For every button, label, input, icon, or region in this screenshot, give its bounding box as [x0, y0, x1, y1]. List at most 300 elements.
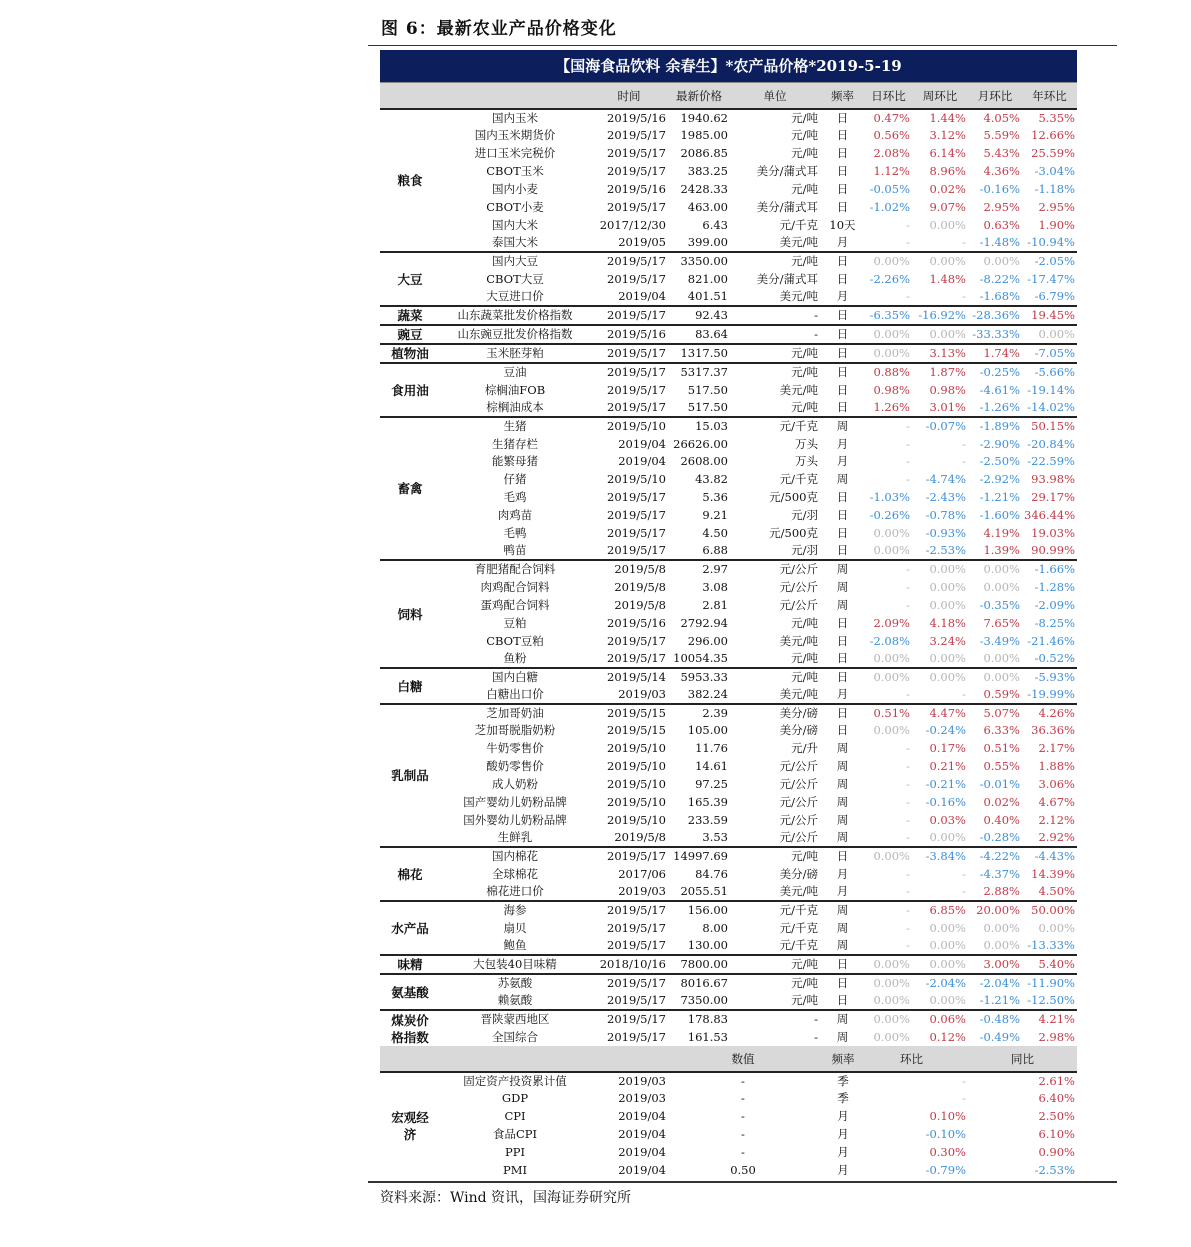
macro-column-header: 频率: [788, 1046, 898, 1072]
indicator-name: GDP: [501, 1091, 529, 1106]
value: -: [741, 1091, 745, 1106]
date: 2019/5/16: [607, 615, 666, 630]
daily-change: -: [865, 417, 912, 435]
unit: 元/公斤: [779, 795, 818, 810]
category-label: 粮食: [397, 173, 423, 189]
item-name: 进口玉米完税价: [474, 146, 556, 161]
table-row: [380, 163, 1077, 181]
date: 2019/5/17: [590, 974, 668, 992]
item-name: CBOT豆粕: [486, 633, 544, 648]
weekly-change: 3.01%: [929, 400, 966, 415]
frequency: 日: [820, 344, 865, 363]
monthly-change: 0.00%: [968, 668, 1022, 686]
weekly-change: 0.17%: [929, 741, 966, 756]
value: -: [741, 1109, 745, 1124]
unit: 元/千克: [779, 217, 818, 232]
daily-change: -: [906, 235, 910, 250]
unit: 元/500克: [769, 526, 818, 541]
weekly-change: 3.13%: [912, 344, 968, 363]
macro-header-row: [380, 1046, 1077, 1072]
column-header: 最新价格: [668, 83, 730, 109]
yearly-change: -13.33%: [1027, 938, 1075, 953]
table-row: [380, 992, 1077, 1010]
frequency: 月: [836, 866, 849, 881]
daily-change: -: [906, 866, 910, 881]
daily-change: 0.56%: [873, 128, 910, 143]
frequency: 月: [837, 1109, 849, 1124]
latest-price: 2.97: [668, 560, 730, 578]
frequency: 周: [836, 795, 849, 810]
date: 2019/5/17: [607, 490, 666, 505]
yearly-change: 50.15%: [1022, 417, 1077, 435]
latest-price: 821.00: [687, 271, 728, 286]
frequency: 日: [836, 164, 849, 179]
category-label: 白糖: [397, 678, 423, 694]
table-row: [380, 650, 1077, 668]
unit: 元/公斤: [730, 560, 820, 578]
date: 2019/5/17: [607, 993, 666, 1008]
unit: -: [730, 1010, 820, 1028]
unit: 元/羽: [791, 508, 818, 523]
macro-row: [380, 1090, 1077, 1108]
frequency: 月: [836, 235, 849, 250]
date: 2019/5/8: [614, 597, 666, 612]
weekly-change: -0.07%: [912, 417, 968, 435]
monthly-change: 0.55%: [983, 759, 1020, 774]
monthly-change: 4.36%: [983, 164, 1020, 179]
date: 2017/06: [618, 866, 666, 881]
weekly-change: 0.00%: [929, 830, 966, 845]
unit: 美元/吨: [779, 382, 818, 397]
daily-change: 0.88%: [865, 363, 912, 381]
daily-change: -1.02%: [869, 200, 910, 214]
unit: 元/公斤: [779, 830, 818, 845]
column-header-row: [380, 83, 1077, 109]
frequency: 周: [820, 1010, 865, 1028]
unit: 元/公斤: [779, 579, 818, 594]
date: 2019/5/8: [590, 560, 668, 578]
yearly-change: 2.17%: [1038, 741, 1075, 756]
daily-change: -: [906, 812, 910, 827]
item-name: 棉花进口价: [486, 884, 544, 899]
table-row: [380, 252, 1077, 270]
daily-change: -: [906, 741, 910, 756]
date: 2019/5/17: [607, 382, 666, 397]
table-row: [380, 542, 1077, 560]
date: 2019/5/10: [607, 472, 666, 487]
table-row: [380, 109, 1077, 127]
spacer: [668, 1126, 698, 1144]
monthly-change: 20.00%: [968, 901, 1022, 919]
monthly-change: -0.25%: [968, 363, 1022, 381]
yearly-change: -3.04%: [1034, 164, 1075, 179]
date: 2019/5/17: [607, 526, 666, 541]
category-cell: [380, 252, 440, 306]
weekly-change: -: [962, 884, 966, 899]
weekly-change: -: [962, 235, 966, 250]
item-name: 毛鸡: [503, 490, 527, 505]
date: 2019/5/17: [607, 271, 666, 286]
frequency: 周: [836, 920, 849, 935]
unit: 元/吨: [730, 252, 820, 270]
unit: 元/吨: [791, 615, 818, 630]
latest-price: 5.36: [702, 490, 728, 505]
table-row: [380, 686, 1077, 704]
latest-price: 2086.85: [680, 146, 728, 161]
daily-change: 0.00%: [873, 651, 910, 666]
table-row: [380, 847, 1077, 865]
item-name: 泰国大米: [492, 235, 538, 250]
yearly-change: -1.28%: [1034, 579, 1075, 594]
frequency: 日: [836, 508, 849, 523]
weekly-change: 0.00%: [929, 920, 966, 935]
frequency: 日: [836, 400, 849, 415]
yearly-change: -20.84%: [1027, 436, 1075, 451]
daily-change: -: [906, 920, 910, 935]
yearly-change: 346.44%: [1024, 508, 1076, 523]
unit: 美元/吨: [779, 633, 818, 648]
frequency: 月: [836, 884, 849, 899]
daily-change: -2.08%: [869, 633, 910, 648]
yearly-change: -8.25%: [1034, 615, 1075, 630]
frequency: 周: [836, 777, 849, 792]
frequency: 日: [820, 363, 865, 381]
weekly-change: -: [962, 866, 966, 881]
date: 2019/5/10: [590, 417, 668, 435]
yearly-change: -17.47%: [1027, 271, 1075, 286]
monthly-change: -0.49%: [979, 1029, 1020, 1044]
category-cell: [380, 974, 440, 1010]
table-row: [380, 507, 1077, 525]
weekly-change: 6.14%: [929, 146, 966, 161]
weekly-change: 3.12%: [929, 128, 966, 143]
weekly-change: 0.00%: [912, 668, 968, 686]
latest-price: 7800.00: [668, 955, 730, 974]
table-row: [380, 865, 1077, 883]
item-name: 生猪存栏: [492, 436, 538, 451]
date: 2019/5/8: [614, 579, 666, 594]
mom-change: -0.10%: [925, 1127, 966, 1142]
unit: 美元/吨: [779, 289, 818, 304]
yoy-change: 0.90%: [1038, 1145, 1075, 1160]
item-name: 大包装40目味精: [440, 955, 590, 974]
item-name: 鸭苗: [503, 543, 527, 558]
weekly-change: -: [962, 289, 966, 304]
table-row: [380, 668, 1077, 686]
weekly-change: 0.00%: [929, 938, 966, 953]
daily-change: -0.26%: [869, 508, 910, 523]
weekly-change: -2.53%: [925, 543, 966, 558]
daily-change: 0.00%: [873, 1029, 910, 1044]
monthly-change: 1.74%: [968, 344, 1022, 363]
frequency: 日: [820, 704, 865, 722]
weekly-change: -: [962, 687, 966, 702]
yoy-change: 2.61%: [1038, 1074, 1075, 1089]
column-header: 频率: [820, 83, 865, 109]
monthly-change: -28.36%: [968, 306, 1022, 325]
weekly-change: -2.04%: [912, 974, 968, 992]
monthly-change: 5.59%: [983, 128, 1020, 143]
item-name: 棕榈油FOB: [484, 382, 546, 397]
frequency: 日: [836, 146, 849, 161]
yearly-change: 25.59%: [1031, 146, 1075, 161]
table-row: [380, 288, 1077, 306]
unit: 美元/吨: [779, 687, 818, 702]
unit: 元/吨: [791, 146, 818, 161]
frequency: 日: [836, 723, 849, 738]
monthly-change: 4.05%: [983, 111, 1020, 125]
yearly-change: 0.00%: [1022, 325, 1077, 344]
monthly-change: 0.40%: [983, 812, 1020, 827]
item-name: 白糖出口价: [486, 687, 544, 702]
category-label: 味精: [397, 957, 423, 973]
unit: -: [814, 1029, 818, 1044]
macro-column-header: [668, 1046, 698, 1072]
mom-change: 0.30%: [929, 1145, 966, 1160]
frequency: 周: [836, 938, 849, 953]
frequency: 日: [820, 955, 865, 974]
column-header: 月环比: [968, 83, 1022, 109]
frequency: 月: [837, 1127, 849, 1142]
daily-change: -6.35%: [865, 306, 912, 325]
unit: 元/公斤: [779, 812, 818, 827]
bottom-divider: [368, 1181, 1117, 1183]
yearly-change: 14.39%: [1031, 866, 1075, 881]
item-name: 牛奶零售价: [486, 741, 544, 756]
item-name: 国内白糖: [440, 668, 590, 686]
weekly-change: 6.85%: [912, 901, 968, 919]
frequency: 日: [836, 200, 849, 214]
weekly-change: -3.84%: [912, 847, 968, 865]
weekly-change: 1.87%: [912, 363, 968, 381]
unit: 元/吨: [791, 993, 818, 1008]
weekly-change: -: [962, 454, 966, 469]
item-name: 蛋鸡配合饲料: [480, 597, 550, 612]
daily-change: 2.09%: [873, 615, 910, 630]
frequency: 周: [820, 417, 865, 435]
unit: 元/千克: [779, 938, 818, 953]
item-name: 苏氨酸: [440, 974, 590, 992]
price-table: [380, 83, 1077, 1046]
item-name: 育肥猪配合饲料: [440, 560, 590, 578]
item-name: 国内玉米: [492, 111, 538, 125]
monthly-change: -4.61%: [979, 382, 1020, 397]
category-label: 大豆: [397, 271, 423, 287]
daily-change: -: [906, 217, 910, 232]
date: 2019/5/14: [590, 668, 668, 686]
date: 2019/5/15: [607, 723, 666, 738]
frequency: 周: [836, 741, 849, 756]
monthly-change: -2.04%: [968, 974, 1022, 992]
frequency: 周: [836, 830, 849, 845]
monthly-change: -0.35%: [979, 597, 1020, 612]
yearly-change: -10.94%: [1027, 235, 1075, 250]
unit: 元/千克: [730, 901, 820, 919]
daily-change: -: [906, 884, 910, 899]
weekly-change: 0.00%: [929, 579, 966, 594]
monthly-change: -2.90%: [979, 436, 1020, 451]
category-cell: [380, 1010, 440, 1046]
yearly-change: -2.05%: [1022, 252, 1077, 270]
yearly-change: 4.67%: [1038, 795, 1075, 810]
date: 2019/04: [618, 1163, 666, 1178]
table-row: [380, 955, 1077, 974]
item-name: 国内小麦: [492, 182, 538, 197]
frequency: 日: [836, 615, 849, 630]
latest-price: 130.00: [687, 938, 728, 953]
item-name: 豆油: [440, 363, 590, 381]
latest-price: 105.00: [687, 723, 728, 738]
indicator-name: PPI: [504, 1145, 526, 1160]
latest-price: 4.50: [702, 526, 728, 541]
date: 2018/10/16: [590, 955, 668, 974]
monthly-change: 0.00%: [983, 938, 1020, 953]
date: 2019/5/17: [607, 164, 666, 179]
date: 2019/5/17: [590, 252, 668, 270]
latest-price: 9.21: [702, 508, 728, 523]
table-row: [380, 453, 1077, 471]
monthly-change: -1.21%: [979, 490, 1020, 505]
frequency: 周: [836, 1029, 849, 1044]
date: 2019/5/10: [607, 759, 666, 774]
frequency: 日: [836, 526, 849, 541]
item-name: 晋陕蒙西地区: [440, 1010, 590, 1028]
daily-change: -1.03%: [869, 490, 910, 505]
unit: 元/500克: [769, 490, 818, 505]
macro-column-header: 同比: [968, 1046, 1077, 1072]
monthly-change: -1.89%: [968, 417, 1022, 435]
monthly-change: 2.88%: [983, 884, 1020, 899]
monthly-change: -0.01%: [979, 777, 1020, 792]
unit: 美分/磅: [730, 704, 820, 722]
table-row: [380, 199, 1077, 217]
weekly-change: 0.00%: [912, 955, 968, 974]
daily-change: -: [906, 830, 910, 845]
weekly-change: 4.18%: [929, 615, 966, 630]
table-row: [380, 883, 1077, 901]
monthly-change: -33.33%: [968, 325, 1022, 344]
date: 2019/5/10: [607, 795, 666, 810]
date: 2019/5/16: [607, 111, 666, 125]
macro-row: [380, 1162, 1077, 1180]
weekly-change: -0.78%: [925, 508, 966, 523]
latest-price: 156.00: [668, 901, 730, 919]
date: 2019/04: [618, 1145, 666, 1160]
frequency: 日: [820, 252, 865, 270]
monthly-change: 3.00%: [968, 955, 1022, 974]
value: -: [741, 1074, 745, 1089]
date: 2019/5/10: [607, 741, 666, 756]
daily-change: 0.00%: [865, 252, 912, 270]
date: 2019/03: [618, 687, 666, 702]
weekly-change: 0.00%: [929, 217, 966, 232]
frequency: 月: [836, 289, 849, 304]
unit: 美分/蒲式耳: [756, 164, 818, 179]
unit: 元/千克: [779, 472, 818, 487]
unit: 美分/蒲式耳: [756, 200, 818, 214]
monthly-change: 6.33%: [983, 723, 1020, 738]
figure-title: 图 6：最新农业产品价格变化: [381, 19, 617, 39]
category-label: 水产品: [391, 920, 429, 936]
date: 2019/5/17: [607, 508, 666, 523]
column-header: [440, 83, 590, 109]
weekly-change: 0.00%: [912, 560, 968, 578]
weekly-change: 3.24%: [929, 633, 966, 648]
item-name: 国内大豆: [440, 252, 590, 270]
latest-price: 463.00: [687, 200, 728, 214]
latest-price: 84.76: [695, 866, 728, 881]
date: 2019/5/17: [607, 200, 666, 214]
item-name: 仔猪: [503, 472, 527, 487]
unit: 元/吨: [730, 974, 820, 992]
latest-price: 92.43: [668, 306, 730, 325]
date: 2019/5/17: [607, 1029, 666, 1044]
daily-change: 0.00%: [865, 325, 912, 344]
category-cell: [380, 344, 440, 363]
latest-price: 15.03: [668, 417, 730, 435]
daily-change: 0.00%: [873, 723, 910, 738]
item-name: 酸奶零售价: [486, 759, 544, 774]
date: 2019/5/17: [590, 363, 668, 381]
weekly-change: 0.00%: [929, 651, 966, 666]
weekly-change: -2.43%: [925, 490, 966, 505]
category-cell: [380, 109, 440, 252]
table-row: [380, 145, 1077, 163]
mom-change: 0.10%: [929, 1109, 966, 1124]
table-row: [380, 381, 1077, 399]
latest-price: 83.64: [668, 325, 730, 344]
table-row: [380, 901, 1077, 919]
table-row: [380, 216, 1077, 234]
yearly-change: 19.03%: [1031, 526, 1075, 541]
frequency: 日: [836, 993, 849, 1008]
weekly-change: 4.47%: [912, 704, 968, 722]
category-cell: [380, 363, 440, 417]
unit: 元/吨: [730, 847, 820, 865]
table-row: [380, 937, 1077, 955]
category-cell: [380, 847, 440, 901]
unit: 美元/吨: [779, 884, 818, 899]
weekly-change: -0.24%: [925, 723, 966, 738]
table-banner: 【国海食品饮料 余春生】*农产品价格*2019-5-19: [380, 50, 1077, 83]
table-row: [380, 776, 1077, 794]
item-name: 芝加哥奶油: [440, 704, 590, 722]
table-row: [380, 722, 1077, 740]
monthly-change: -1.48%: [979, 235, 1020, 250]
value: -: [741, 1145, 745, 1160]
category-cell: [380, 306, 440, 325]
frequency: 周: [836, 597, 849, 612]
table-row: [380, 270, 1077, 288]
monthly-change: -4.22%: [968, 847, 1022, 865]
item-name: CBOT小麦: [486, 200, 544, 214]
monthly-change: -1.21%: [979, 993, 1020, 1008]
category-cell: [380, 901, 440, 955]
monthly-change: -8.22%: [979, 271, 1020, 286]
latest-price: 10054.35: [673, 651, 728, 666]
daily-change: -: [865, 901, 912, 919]
weekly-change: 0.21%: [929, 759, 966, 774]
yearly-change: 2.95%: [1038, 200, 1075, 214]
macro-column-header: [590, 1046, 668, 1072]
category-cell: [380, 668, 440, 704]
daily-change: -: [906, 687, 910, 702]
yearly-change: -2.09%: [1034, 597, 1075, 612]
yearly-change: 1.90%: [1038, 217, 1075, 232]
latest-price: 178.83: [668, 1010, 730, 1028]
item-name: CBOT玉米: [486, 164, 544, 179]
yearly-change: 50.00%: [1022, 901, 1077, 919]
